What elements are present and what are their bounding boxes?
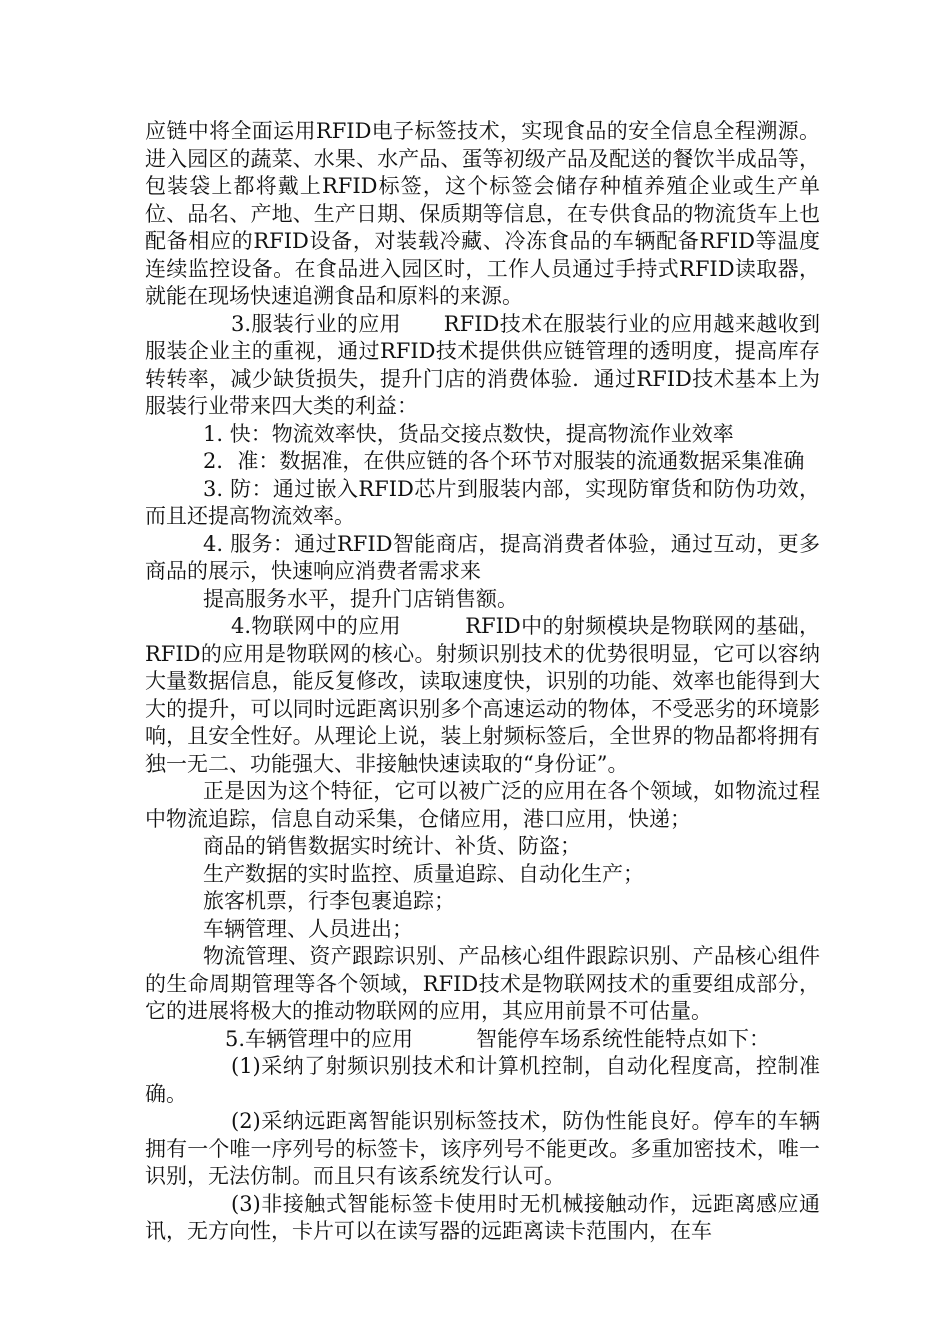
paragraph-benefit-anti-counterfeit: 3. 防：通过嵌入RFID芯片到服装内部，实现防窜货和防伪功效，而且还提高物流效率。 (145, 476, 820, 528)
paragraph-apparel-industry: 3.服装行业的应用 RFID技术在服装行业的应用越来越收到服装企业主的重视，通过RFID技术提供供应链管理的透明度，提高库存转转率，减少缺货损失，提升门店的消费体验．通过RFID技术基本上为服装行业带来四大类的利益： (145, 311, 820, 418)
paragraph-application-logistics: 物流管理、资产跟踪识别、产品核心组件跟踪识别、产品核心组件的生命周期管理等各个领域，RFID技术是物联网技术的重要组成部分，它的进展将极大的推动物联网的应用，其应用前景不可估量。 (145, 944, 820, 1023)
paragraph-iot: 4.物联网中的应用 RFID中的射频模块是物联网的基础，RFID的应用是物联网的核心。射频识别技术的优势很明显，它可以容纳大量数据信息，能反复修改，读取速度快，识别的功能、效率也能得到大大的提升，可以同时远距离识别多个高速运动的物体，不受恶劣的环境影响，且安全性好。从理论上说，装上射频标签后，全世界的物品都将拥有独一无二、功能强大、非接触快速读取的“身份证”。 (145, 614, 820, 776)
paragraph-application-production: 生产数据的实时监控、质量追踪、自动化生产； (203, 861, 644, 886)
document-body (145, 118, 820, 1246)
paragraph-benefit-fast: 1. 快：物流效率快，货品交接点数快，提高物流作业效率 (203, 421, 734, 446)
paragraph-food-traceability: 应链中将全面运用RFID电子标签技术，实现食品的安全信息全程溯源。进入园区的蔬菜、水果、水产品、蛋等初级产品及配送的餐饮半成品等，包装袋上都将戴上RFID标签，这个标签会储存种植养殖企业或生产单位、品名、产地、生产日期、保质期等信息，在专供食品的物流货车上也配备相应的RFID设备，对装载冷藏、冷冻食品的车辆配备RFID等温度连续监控设备。在食品进入园区时，工作人员通过手持式RFID读取器，就能在现场快速追溯食品和原料的来源。 (145, 119, 820, 308)
paragraph-benefit-service: 4. 服务：通过RFID智能商店，提高消费者体验，通过互动，更多商品的展示，快速响应消费者需求来 (145, 531, 820, 583)
paragraph-service-continued: 提高服务水平，提升门店销售额。 (203, 586, 518, 611)
paragraph-feature-3: (3)非接触式智能标签卡使用时无机械接触动作，远距离感应通讯，无方向性，卡片可以在读写器的远距离读卡范围内，在车 (145, 1191, 820, 1243)
paragraph-application-vehicles: 车辆管理、人员进出； (203, 916, 413, 941)
paragraph-feature-2: (2)采纳远距离智能识别标签技术，防伪性能良好。停车的车辆拥有一个唯一序列号的标签卡，该序列号不能更改。多重加密技术，唯一识别，无法仿制。而且只有该系统发行认可。 (145, 1109, 820, 1188)
paragraph-benefit-accurate: 2．准：数据准，在供应链的各个环节对服装的流通数据采集准确 (203, 449, 805, 473)
paragraph-applications-intro: 正是因为这个特征，它可以被广泛的应用在各个领域，如物流过程中物流追踪，信息自动采集，仓储应用，港口应用，快递； (145, 779, 820, 831)
paragraph-application-travel: 旅客机票，行李包裹追踪； (203, 889, 455, 913)
paragraph-application-sales: 商品的销售数据实时统计、补货、防盗； (203, 834, 581, 858)
paragraph-vehicle-management: 5.车辆管理中的应用 智能停车场系统性能特点如下： (225, 1026, 771, 1051)
paragraph-feature-1: (1)采纳了射频识别技术和计算机控制，自动化程度高，控制准确。 (145, 1054, 820, 1106)
